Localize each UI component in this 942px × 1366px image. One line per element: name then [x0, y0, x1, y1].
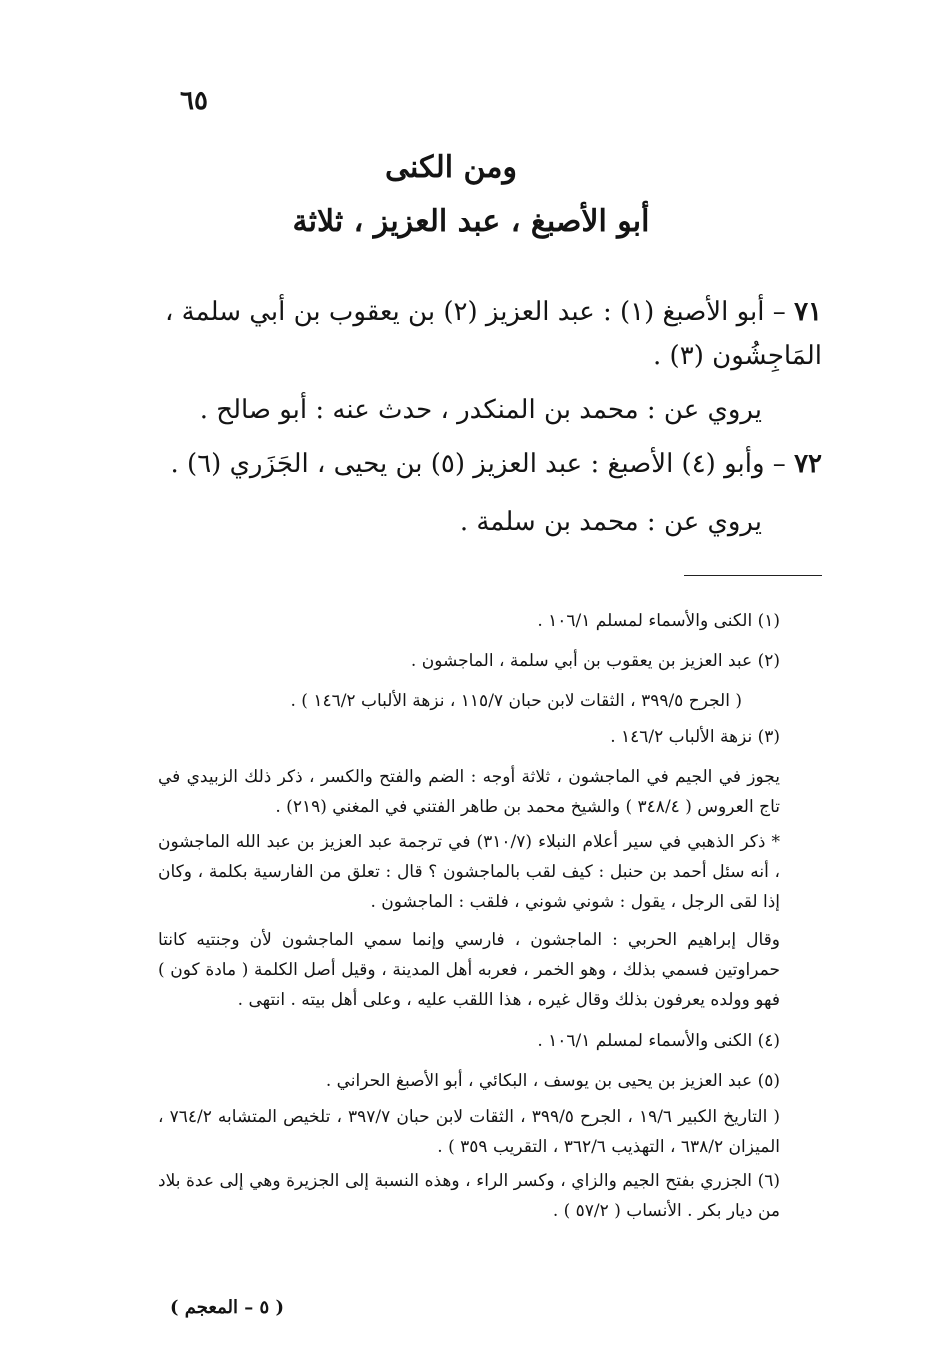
entry-72-narration: يروي عن : محمد بن سلمة . [459, 507, 762, 537]
entry-71-line-2: المَاجِشُون (٣) . [653, 341, 822, 371]
footnote-1: (١) الكنى والأسماء لمسلم ١٠٦/١ . [537, 611, 780, 631]
entry-71-text: – أبو الأصبغ (١) : عبد العزيز (٢) بن يعقوب بن أبي سلمة ، [164, 297, 786, 327]
footnote-3-note-a: يجوز في الجيم في الماجشون ، ثلاثة أوجه : الضم والفتح والكسر ، ذكر ذلك الزبيدي في تاج العروس ( ٣٤٨/٤ ) والشيخ محمد بن طاهر الفتني في المغني (٢١٩) . [158, 767, 780, 817]
entry-71 [142, 290, 822, 378]
footnote-2-sources: ( الجرح ٣٩٩/٥ ، الثقات لابن حبان ١١٥/٧ ، نزهة الألباب ١٤٦/٢ ) . [290, 691, 742, 711]
footnote-5-sources: ( التاريخ الكبير ١٩/٦ ، الجرح ٣٩٩/٥ ، الثقات لابن حبان ٣٩٧/٧ ، تلخيص المتشابه ٧٦٤/٢ ، الميزان ٦٣٨/٢ ، التهذيب ٣٦٢/٦ ، التقريب ٣٥٩ ) . [158, 1107, 781, 1157]
footnote-2: (٢) عبد العزيز بن يعقوب بن أبي سلمة ، الماجشون . [410, 651, 780, 671]
entry-71-number: ٧١ [794, 297, 822, 327]
section-subheading: أبو الأصبغ ، عبد العزيز ، ثلاثة [292, 204, 650, 239]
entry-72-text: – وأبو (٤) الأصبغ : عبد العزيز (٥) بن يحيى ، الجَزَري (٦) . [170, 449, 786, 479]
footnote-4: (٤) الكنى والأسماء لمسلم ١٠٦/١ . [537, 1031, 780, 1051]
footnote-3-note-b: * ذكر الذهبي في سير أعلام النبلاء (٣١٠/٧) في ترجمة عبد العزيز بن عبد الله الماجشون ، أنه سئل أحمد بن حنبل : كيف لقب بالماجشون ؟ قال : تعلق من الفارسية بكلمة ، وكان إذا لقى الرجل ، يقول : شوني شوني ، فلقب : الماجشون . [158, 832, 780, 912]
footnote-separator [684, 575, 822, 576]
footnote-3: (٣) نزهة الألباب ١٤٦/٢ . [610, 727, 780, 747]
footnote-6: (٦) الجزري بفتح الجيم والزاي ، وكسر الراء ، وهذه النسبة إلى الجزيرة وهي إلى عدة بلاد من ديار بكر . الأنساب ( ٥٧/٢ ) . [158, 1171, 780, 1221]
page-number: ٦٥ [180, 86, 208, 116]
footnote-5: (٥) عبد العزيز بن يحيى بن يوسف ، البكائي ، أبو الأصبغ الحراني . [325, 1071, 780, 1091]
page-footer: ( ٥ – المعجم ) [170, 1297, 284, 1318]
entry-71-narration: يروي عن : محمد بن المنكدر ، حدث عنه : أبو صالح . [199, 395, 762, 425]
entry-72 [142, 442, 822, 486]
entry-71-line-1 [142, 290, 822, 334]
section-heading: ومن الكنى [385, 150, 517, 185]
entry-72-number: ٧٢ [794, 449, 822, 479]
footnote-3-note-c: وقال إبراهيم الحربي : الماجشون ، فارسي وإنما سمي الماجشون لأن وجنتيه كانتا حمراوتين فسمي بذلك ، وهو الخمر ، فعربه أهل المدينة ، وقيل أصل الكلمة ( مادة كون ) فهو وولده يعرفون بذلك وقال غيره ، هذا اللقب عليه ، وعلى أهل بيته . انتهى . [158, 930, 780, 1010]
